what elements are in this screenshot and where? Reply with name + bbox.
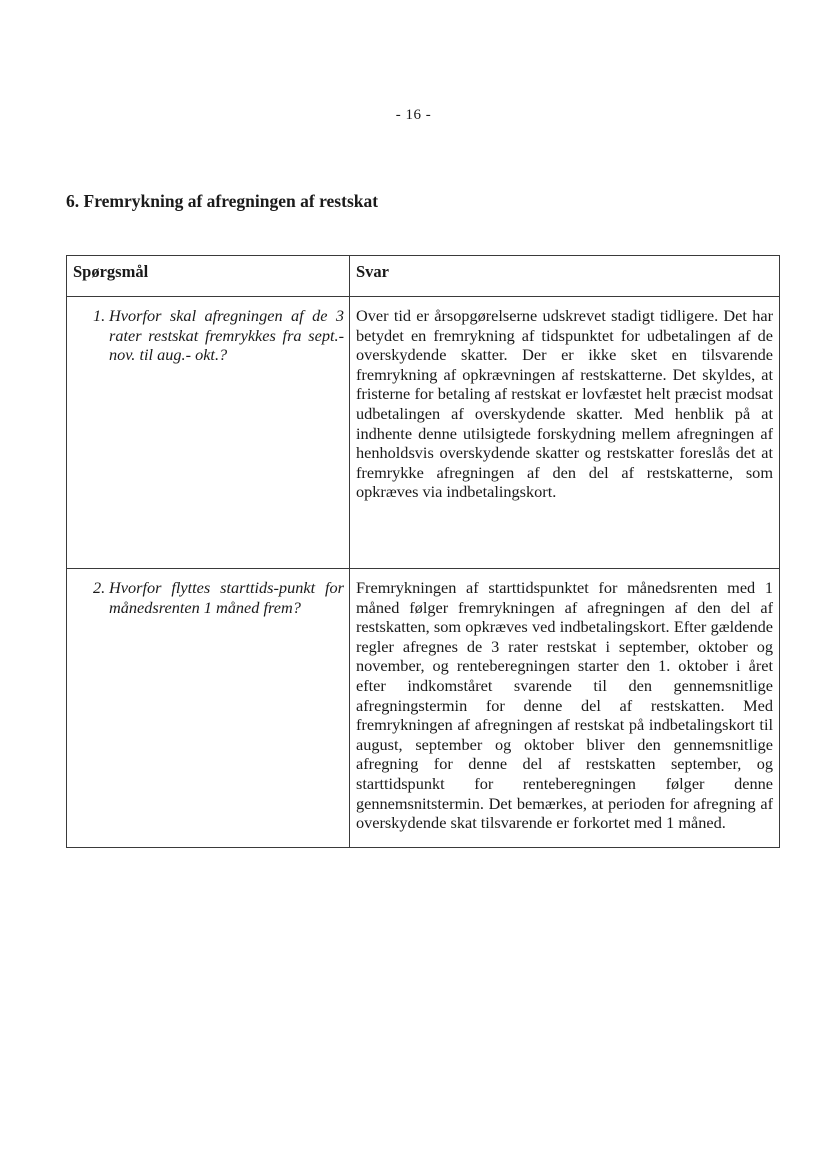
question-cell xyxy=(67,569,350,848)
answer-cell: Fremrykningen af starttidspunktet for månedsrenten med 1 måned følger fremrykningen af afregningen af den del af restskatten, som opkræves ved indbetalingskort. Efter gældende regler afregnes de 3 rater restskat i september, oktober og november, og renteberegningen starter den 1. oktober i året efter indkomståret svarende til den gennemsnitlige afregningstermin for denne del af restskatten. Med fremrykningen af afregningen af restskat på indbetalingskort til august, september og oktober bliver den gennemsnitlige afregning for denne del af restskatten september, og starttidspunkt for renteberegningen følger denne gennemsnitstermin. Det bemærkes, at perioden for afregning af overskydende skat tilsvarende er forkortet med 1 måned. xyxy=(350,569,780,848)
question-number: 1. xyxy=(93,306,106,325)
answer-cell: Over tid er årsopgørelserne udskrevet stadigt tidligere. Det har betydet en fremrykning af tidspunktet for udbetalingen af de overskydende skatter. Der er ikke sket en tilsvarende fremrykning af opkrævningen af restskatterne. Det skyldes, at fristerne for betaling af restskat er lovfæstet helt præcist modsat udbetalingen af overskydende skatter. Med henblik på at indhente denne utilsigtede forskydning mellem afregningen af henholdsvis overskydende skatter og restskatter foreslås det at fremrykke afregningen af den del af restskatterne, som opkræves via indbetalingskort. xyxy=(350,297,780,569)
table-row xyxy=(67,297,780,569)
table-header-row xyxy=(67,256,780,297)
question-text: Hvorfor flyttes starttids-punkt for månedsrenten 1 måned frem? xyxy=(109,578,344,617)
question-cell xyxy=(67,297,350,569)
question-number: 2. xyxy=(93,578,106,597)
question-text: Hvorfor skal afregningen af de 3 rater restskat fremrykkes fra sept.-nov. til aug.- okt.? xyxy=(109,306,344,365)
section-heading: 6. Fremrykning af afregningen af restskat xyxy=(66,191,379,211)
qa-table xyxy=(66,255,780,848)
page-number: - 16 - xyxy=(395,107,432,123)
question-column-header: Spørgsmål xyxy=(67,256,350,297)
answer-column-header: Svar xyxy=(350,256,780,297)
table-row xyxy=(67,569,780,848)
